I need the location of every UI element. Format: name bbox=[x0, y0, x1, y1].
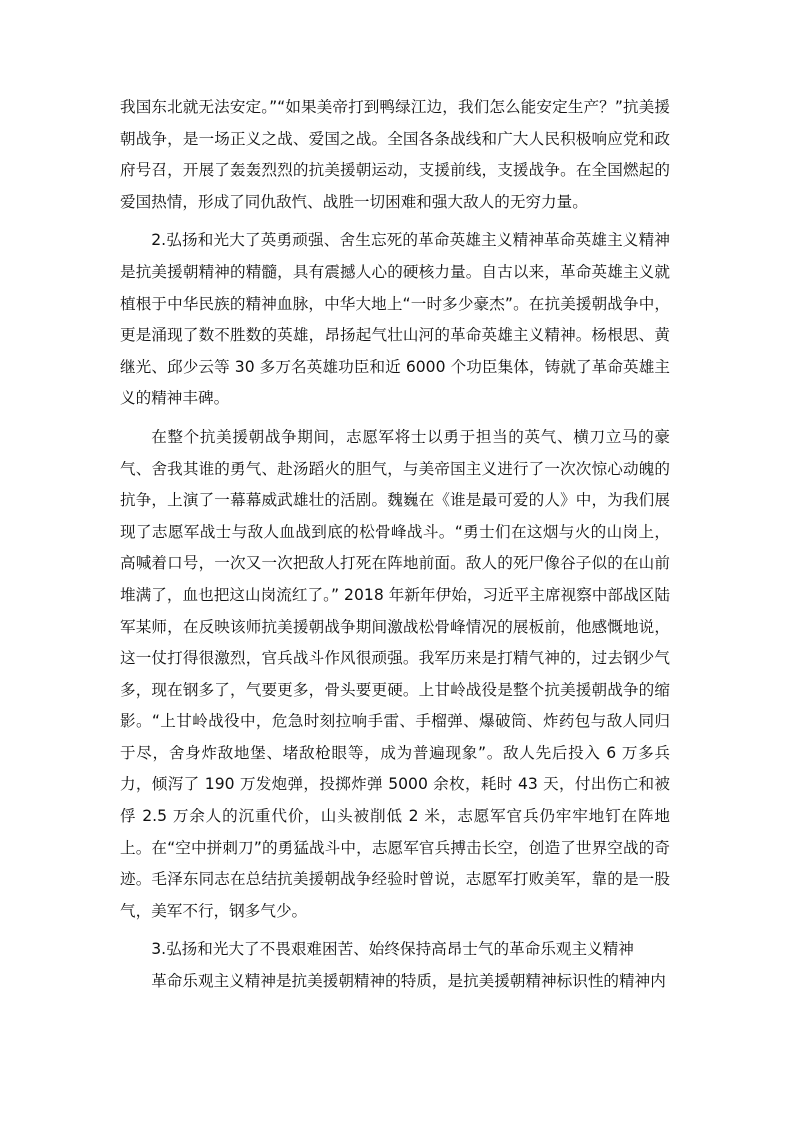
paragraph-patriotism-conclusion: 我国东北就无法安定。”“如果美帝打到鸭绿江边，我们怎么能安定生产？”抗美援朝战争，是一场正义之战、爱国之战。全国各条战线和广大人民积极响应党和政府号召，开展了轰轰烈烈的抗美援朝运动，支援前线，支援战争。在全国燃起的爱国热情，形成了同仇敌忾、战胜一切困难和强大敌人的无穷力量。 bbox=[120, 98, 670, 211]
paragraph-war-heroics: 在整个抗美援朝战争期间，志愿军将士以勇于担当的英气、横刀立马的豪气、舍我其谁的勇气、赴汤蹈火的胆气，与美帝国主义进行了一次次惊心动魄的抗争，上演了一幕幕威武雄壮的活剧。魏巍在《谁是最可爱的人》中，为我们展现了志愿军战士与敌人血战到底的松骨峰战斗。“勇士们在这烟与火的山岗上，高喊着口号，一次又一次把敌人打死在阵地前面。敌人的死尸像谷子似的在山前堆满了，血也把这山岗流红了。” 2018 年新年伊始，习近平主席视察中部战区陆军某师，在反映该师抗美援朝战争期间激战松骨峰情况的展板前，他感慨地说，这一仗打得很激烈，官兵战斗作风很顽强。我军历来是打精气神的，过去钢少气多，现在钢多了，气要更多，骨头要更硬。上甘岭战役是整个抗美援朝战争的缩影。“上甘岭战役中，危急时刻拉响手雷、手榴弹、爆破筒、炸药包与敌人同归于尽，舍身炸敌地堡、堵敌枪眼等，成为普遍现象”。敌人先后投入 6 万多兵力，倾泻了 190 万发炮弹，投掷炸弹 5000 余枚，耗时 43 天，付出伤亡和被俘 2.5 万余人的沉重代价，山头被削低 2 米，志愿军官兵仍牢牢地钉在阵地上。在“空中拼刺刀”的勇猛战斗中，志愿军官兵搏击长空，创造了世界空战的奇迹。毛泽东同志在总结抗美援朝战争经验时曾说，志愿军打败美军，靠的是一股气，美军不行，钢多气少。 bbox=[120, 427, 670, 920]
document-body bbox=[120, 92, 670, 998]
section-heredity-heroism: 2.弘扬和光大了英勇顽强、舍生忘死的革命英雄主义精神革命英雄主义精神是抗美援朝精神的精髓，具有震撼人心的硬核力量。自古以来，革命英雄主义就植根于中华民族的精神血脉，中华大地上“一时多少豪杰”。在抗美援朝战争中，更是涌现了数不胜数的英雄，昂扬起气壮山河的革命英雄主义精神。杨根思、黄继光、邱少云等 30 多万名英雄功臣和近 6000 个功臣集体，铸就了革命英雄主义的精神丰碑。 bbox=[120, 231, 670, 408]
section-heading-optimism: 3.弘扬和光大了不畏艰难困苦、始终保持高昂士气的革命乐观主义精神 bbox=[151, 940, 634, 959]
paragraph-optimism-intro: 革命乐观主义精神是抗美援朝精神的特质，是抗美援朝精神标识性的精神内 bbox=[151, 972, 666, 991]
